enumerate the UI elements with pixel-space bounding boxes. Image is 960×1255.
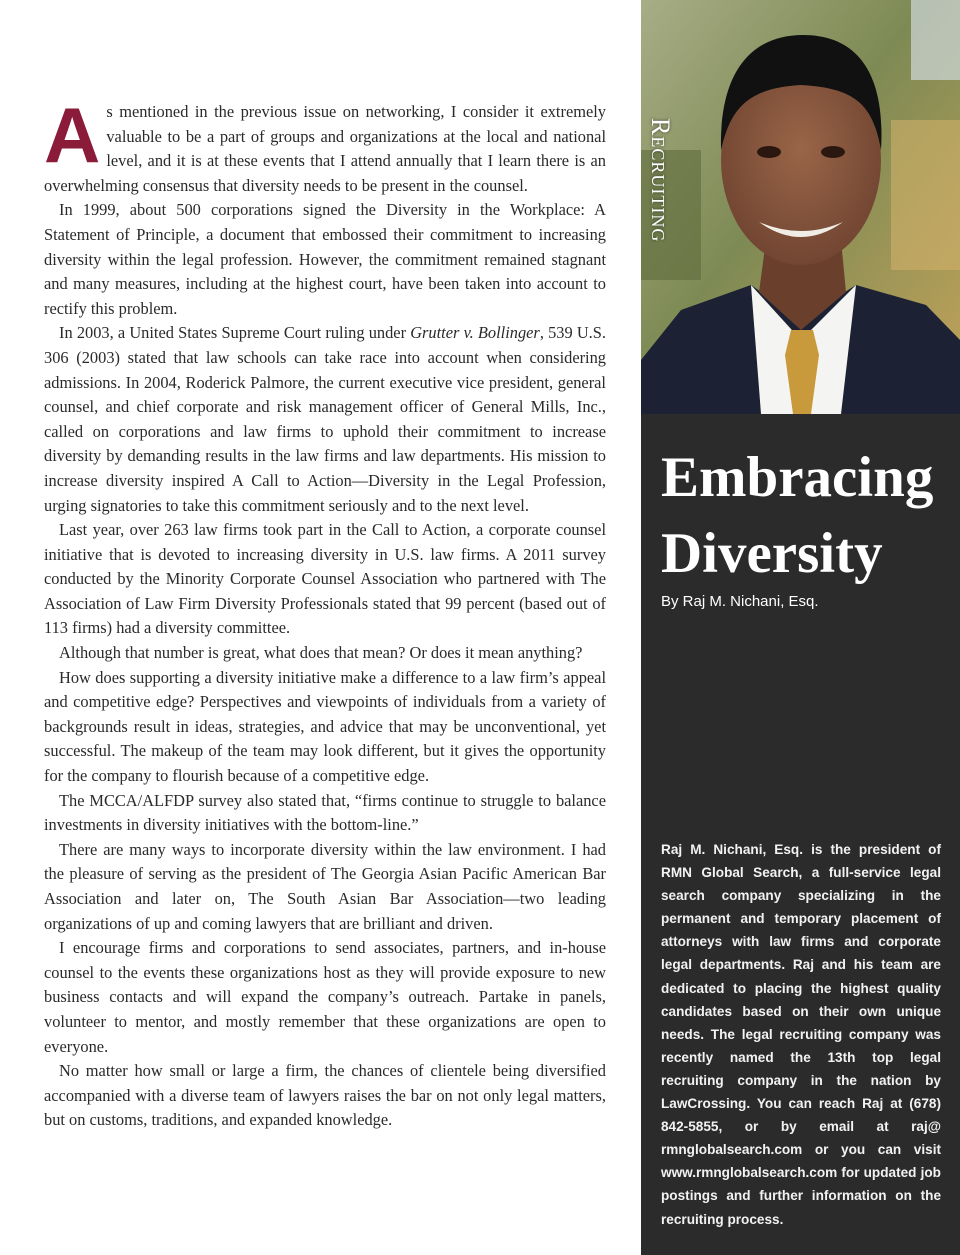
author-sidebar [641,0,960,1255]
section-label: Recruiting [646,118,675,243]
article-paragraph: How does supporting a diversity initiative make a difference to a law firm’s appeal and competitive edge? Perspectives and viewpoints of individuals from a variety of backgrounds result in ideas, strategies, and advice that may be unconventional, yet successful. The makeup of the team may look different, but it gives the opportunity for the company to flourish because of a competitive edge. [44,667,606,786]
author-portrait-image [641,0,960,414]
byline: By Raj M. Nichani, Esq. [661,593,819,610]
paragraph-text: In 2004, Roderick Palmore, the current executive vice president, general counsel, and chief corporate and risk management officer of General Mills, Inc., called on corporations and law firms to uphold their commitment to increase diversity by demanding results in the law firms and law departments. His mission to increase diversity inspired A Call to Action—Diversity in the Legal Profession, urging signatories to take this commitment seriously and to the next level. [44,372,606,515]
article-headline [661,440,951,592]
article-paragraph: There are many ways to incorporate diversity within the law environment. I had the pleasure of serving as the president of The Georgia Asian Pacific American Bar Association and later on, The South Asian Bar Association—two leading organizations of up and coming lawyers that are brilliant and driven. [44,839,606,933]
article-paragraph: Last year, over 263 law firms took part in the Call to Action, a corporate counsel initiative that is devoted to increasing diversity in U.S. law firms. A 2011 survey conducted by the Minority Corporate Counsel Association who partnered with The Association of Law Firm Diversity Professionals stated that 99 percent (based out of 113 firms) had a diversity committee. [44,520,606,638]
article-paragraph: I encourage firms and corporations to send associates, partners, and in-house counsel to the events these organizations host as they will provide exposure to new business contacts and will expand the company’s outreach. Partake in panels, volunteer to mentor, and mostly remember that these organizations are open to everyone. [44,938,606,1056]
paragraph-text: s mentioned in the previous issue on networking, I consider it extremely valuable to be a part of groups and organizations at the local and national level, and it is at these events that I attend annually that I learn there is an overwhelming consensus that diversity needs to be present in the counsel. [44,102,606,195]
case-citation: Grutter v. Bollinger [410,323,540,343]
article-paragraph [44,321,606,518]
paragraph-text: , 539 U.S. 306 (2003) stated that law schools can take race into account when considering admissions. [44,323,606,392]
author-photo [641,0,960,414]
article-paragraph [44,91,606,198]
article-body [44,91,606,1133]
headline-line: Diversity [661,522,883,585]
paragraph-text: In 2003, a United States Supreme Court ruling under [59,323,411,343]
article-paragraph: No matter how small or large a firm, the chances of clientele being diversified accompanied with a diverse team of lawyers raises the bar on not only legal matters, but on customs, traditions, and expanded knowledge. [44,1061,606,1130]
author-bio: Raj M. Nichani, Esq. is the president of RMN Global Search, a full-service legal search company specializing in the permanent and temporary placement of attorneys with law firms and corporate legal departments. Raj and his team are dedicated to placing the highest quality candidates based on their own unique needs. The legal recruiting company was recently named the 13th top legal recruiting company in the nation by LawCrossing. You can reach Raj at (678) 842-5855, or by email at raj@ rmnglobalsearch.com or you can visit www.rmnglobalsearch.com for updated job postings and further information on the recruiting process. [661,842,941,1227]
article-paragraph: The MCCA/ALFDP survey also stated that, “firms continue to struggle to balance investments in diversity initiatives with the bottom-line.” [44,790,606,835]
headline-line: Embracing [661,446,934,509]
drop-cap: A [44,91,99,179]
article-paragraph: Although that number is great, what does that mean? Or does it mean anything? [59,643,583,663]
article-paragraph: In 1999, about 500 corporations signed the Diversity in the Workplace: A Statement of Principle, a document that embossed their commitment to increasing diversity within the legal profession. However, the commitment remained stagnant and many measures, including at the highest court, have been taken into account to rectify this problem. [44,200,606,318]
